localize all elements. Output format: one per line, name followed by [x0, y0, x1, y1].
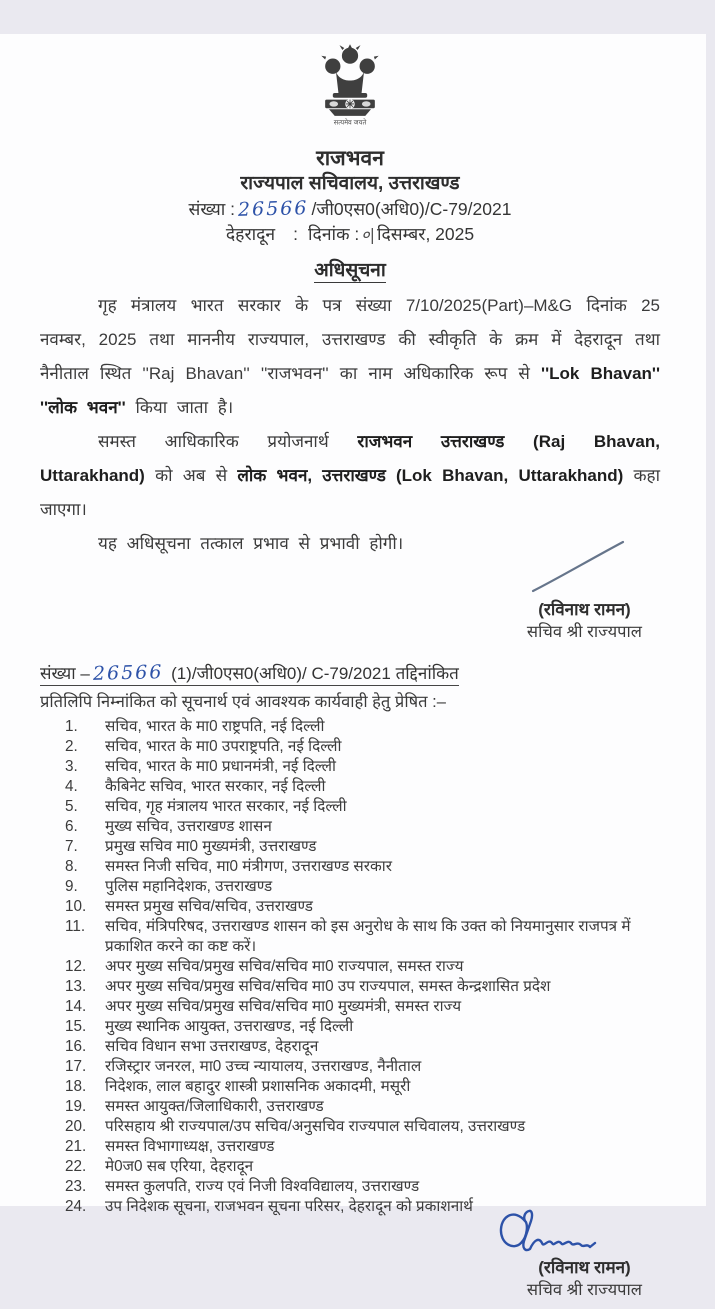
letterhead-subtitle: राज्यपाल सचिवालय, उत्तराखण्ड — [240, 173, 460, 194]
list-item: 22. मे0ज0 सब एरिया, देहरादून — [65, 1158, 254, 1175]
list-item: 23. समस्त कुलपति, राज्य एवं निजी विश्वविद्यालय, उत्तराखण्ड — [65, 1178, 420, 1195]
document-page — [0, 34, 706, 1299]
bold-lok-bhavan-uttarakhand: लोक भवन, उत्तराखण्ड (Lok Bhavan, Uttarakhand) — [237, 466, 624, 485]
pen-stroke-icon — [527, 537, 632, 595]
list-item: 15. मुख्य स्थानिक आयुक्त, उत्तराखण्ड, नई दिल्ली — [65, 1018, 354, 1035]
list-item: 3. सचिव, भारत के मा0 प्रधानमंत्री, नई दिल्ली — [65, 758, 337, 775]
distribution-list — [40, 717, 660, 1217]
list-item: 5. सचिव, गृह मंत्रालय भारत सरकार, नई दिल्ली — [65, 798, 347, 815]
list-item: 19. समस्त आयुक्त/जिलाधिकारी, उत्तराखण्ड — [65, 1098, 324, 1115]
signatory-designation: सचिव श्री राज्यपाल — [526, 623, 642, 641]
handwritten-signature-icon — [495, 1207, 620, 1259]
bold-lok-bhavan: ''Lok Bhavan'' ''लोक भवन'' — [40, 364, 660, 417]
list-item: 10. समस्त प्रमुख सचिव/सचिव, उत्तराखण्ड — [65, 898, 313, 915]
list-item: 7. प्रमुख सचिव मा0 मुख्यमंत्री, उत्तराखण्ड — [65, 838, 317, 855]
list-item: 2. सचिव, भारत के मा0 उपराष्ट्रपति, नई दिल्ली — [65, 738, 342, 755]
list-item: 14. अपर मुख्य सचिव/प्रमुख सचिव/सचिव मा0 मुख्यमंत्री, समस्त राज्य — [65, 998, 462, 1015]
list-item: 9. पुलिस महानिदेशक, उत्तराखण्ड — [65, 878, 273, 895]
list-item: 8. समस्त निजी सचिव, मा0 मंत्रीगण, उत्तराखण्ड सरकार — [65, 858, 392, 875]
list-item: 21. समस्त विभागाध्यक्ष, उत्तराखण्ड — [65, 1138, 275, 1155]
signature-block-bottom — [40, 1205, 660, 1309]
endorsement-reference-line — [40, 661, 660, 686]
list-item: 12. अपर मुख्य सचिव/प्रमुख सचिव/सचिव मा0 राज्यपाल, समस्त राज्य — [65, 958, 464, 975]
signatory-bottom — [527, 1257, 642, 1301]
ref-prefix: संख्या : — [188, 199, 236, 219]
signature-block-top — [40, 563, 660, 659]
notification-paragraph-3: यह अधिसूचना तत्काल प्रभाव से प्रभावी होगी। — [98, 534, 404, 553]
date-month-year: दिसम्बर, 2025 — [376, 224, 475, 244]
bold-raj-bhavan-uttarakhand: राजभवन उत्तराखण्ड (Raj Bhavan, Uttarakhand) — [40, 432, 660, 485]
list-item: 17. रजिस्ट्रार जनरल, मा0 उच्च न्यायालय, उत्तराखण्ड, नैनीताल — [65, 1058, 422, 1075]
emblem-motto: सत्यमेव जयते — [333, 119, 367, 127]
letterhead-title: राजभवन — [316, 147, 384, 170]
notification-heading: अधिसूचना — [314, 260, 386, 281]
endorsement-ref-suffix: (1)/जी0एस0(अधि0)/ C-79/2021 तद्दिनांकित — [166, 664, 459, 683]
signatory-top — [527, 599, 642, 643]
list-item: 13. अपर मुख्य सचिव/प्रमुख सचिव/सचिव मा0 उप राज्यपाल, समस्त केन्द्रशासित प्रदेश — [65, 978, 551, 995]
copy-forwarded-line: प्रतिलिपि निम्नांकित को सूचनार्थ एवं आवश्यक कार्यवाही हेतु प्रेषित :– — [40, 693, 446, 711]
signatory-name: (रविनाथ रामन) — [538, 600, 631, 619]
notification-paragraph-2: समस्त आधिकारिक प्रयोजनार्थ राजभवन उत्तराखण्ड (Raj Bhavan, Uttarakhand) को अब से लोक भवन, उत्तराखण्ड (Lok Bhavan, Uttarakhand) कहा जाएगा। — [40, 432, 660, 519]
signatory-designation: सचिव श्री राज्यपाल — [526, 1281, 642, 1299]
emblem-wrap — [40, 44, 660, 145]
list-item: 1. सचिव, भारत के मा0 राष्ट्रपति, नई दिल्ली — [65, 718, 325, 735]
place-date-line — [40, 222, 660, 247]
list-item: 6. मुख्य सचिव, उत्तराखण्ड शासन — [65, 818, 272, 835]
list-item: 18. निदेशक, लाल बहादुर शास्त्री प्रशासनिक अकादमी, मसूरी — [65, 1078, 411, 1095]
separator-colon: : — [293, 224, 299, 244]
ref-number-handwritten: 26566 — [237, 197, 309, 221]
list-item: 11. सचिव, मंत्रिपरिषद, उत्तराखण्ड शासन को इस अनुरोध के साथ कि उक्त को नियमानुसार राजपत्र में प्रकाशित करने का कष्ट करें। — [65, 918, 631, 955]
list-item: 20. परिसहाय श्री राज्यपाल/उप सचिव/अनुसचिव राज्यपाल सचिवालय, उत्तराखण्ड — [65, 1118, 526, 1135]
signatory-name: (रविनाथ रामन) — [538, 1258, 631, 1277]
date-label: दिनांक : — [308, 224, 360, 244]
place-name: देहरादून — [225, 224, 276, 244]
notification-paragraph-1: गृह मंत्रालय भारत सरकार के पत्र संख्या 7/10/2025(Part)–M&G दिनांक 25 नवम्बर, 2025 तथा माननीय राज्यपाल, उत्तराखण्ड की स्वीकृति के क्रम में देहरादून तथा नैनीताल स्थित ''Raj Bhavan'' ''राजभवन'' का नाम अधिकारिक रूप से ''Lok Bhavan'' ''लोक भवन'' किया जाता है। — [40, 296, 660, 417]
ashoka-emblem-icon — [307, 44, 393, 140]
document-content — [0, 34, 706, 1309]
endorsement-ref-prefix: संख्या – — [40, 664, 90, 683]
endorsement-ref-number-handwritten: 26566 — [92, 661, 164, 685]
date-day-handwritten: ०| — [361, 225, 375, 244]
list-item: 4. कैबिनेट सचिव, भारत सरकार, नई दिल्ली — [65, 778, 326, 795]
list-item: 16. सचिव विधान सभा उत्तराखण्ड, देहरादून — [65, 1038, 319, 1055]
ref-suffix: /जी0एस0(अधि0)/C-79/2021 — [311, 199, 512, 219]
reference-number-line — [40, 196, 660, 222]
list-item: 24. उप निदेशक सूचना, राजभवन सूचना परिसर, देहरादून को प्रकाशनार्थ — [65, 1198, 473, 1215]
